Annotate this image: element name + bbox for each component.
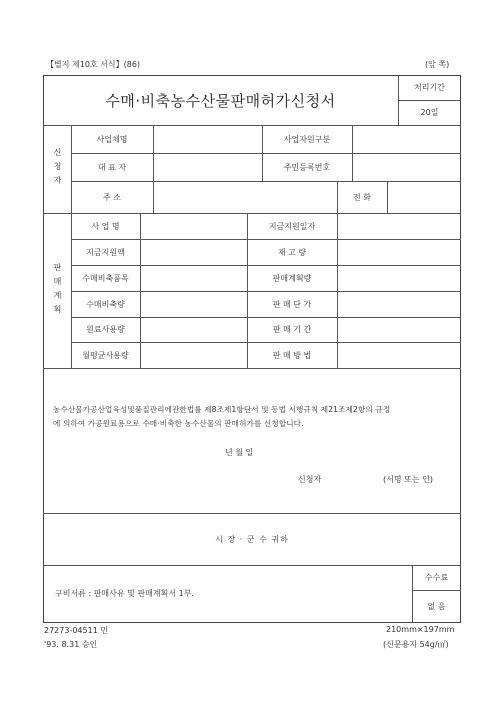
sales-right-row-1: 지금지원일자: [268, 221, 316, 231]
sales-right-row-6: 판 매 방 법: [272, 350, 312, 360]
form-title: 수매·비축농수산물판매허가신청서: [105, 91, 336, 110]
fee-value: 없 음: [427, 602, 446, 611]
applicant-section-label: [43, 125, 71, 213]
processing-period-value: 20일: [420, 108, 439, 117]
processing-period-label: 처리기간: [414, 83, 445, 92]
sales-left-row-5: 원료사용량: [86, 325, 125, 334]
required-documents: 구비서류 : 판매사유 및 판매계획서 1부.: [55, 589, 194, 598]
signature-note: (서명 또는 인): [383, 475, 433, 484]
fee-label: 수수료: [424, 573, 449, 582]
sales-right-row-5: 판 매 기 간: [272, 325, 312, 334]
form-number: 【별지 제10호 서식】(86): [46, 60, 141, 69]
sales-right-row-4: 판 매 단 가: [272, 299, 312, 309]
footer-approval-date: '93. 8.31 승인: [44, 640, 98, 649]
sales-right-row-3: 판매계획량: [272, 273, 312, 283]
phone-label: 전 화: [353, 192, 371, 202]
business-name-label: 사업체명: [96, 134, 128, 144]
page-side: (앞 쪽): [425, 60, 450, 69]
footer-paper-size: 210mm×197mm: [386, 625, 455, 634]
business-category-label: 사업자원구분: [283, 134, 331, 144]
sales-left-row-6: 월평균사용량: [82, 350, 129, 360]
declaration-line-2: 에 의하여 가공원료용으로 수매·비축한 농수산물의 판매허가를 신청합니다.: [53, 419, 304, 428]
footer-form-code: 27273-04511 민: [44, 626, 109, 635]
sales-left-row-1: 사 업 명: [91, 221, 120, 231]
sales-left-row-3: 수매비축품목: [82, 273, 129, 283]
sales-left-row-4: 수매비축량: [86, 299, 125, 309]
declaration-date: 년 월 일: [225, 448, 254, 457]
applicant-section-text: 신청자: [53, 148, 62, 190]
resident-number-label: 주민등록번호: [283, 162, 331, 172]
declaration-line-1: 농수산물가공산업육성및품질관리에관한법률 제8조제1항단서 및 동법 시행규칙 제21조제2항의 규정: [53, 405, 391, 414]
footer-paper-type: (신문용지 54g/㎡): [383, 640, 449, 649]
sales-left-row-2: 지금지원액: [86, 247, 125, 257]
recipient: 시 장 · 군 수 귀하: [215, 534, 289, 544]
declaration-applicant-label: 신청자: [298, 475, 322, 484]
sales-plan-section-label: [43, 213, 71, 368]
sales-plan-section-text: 판매계획: [53, 262, 62, 319]
sales-right-row-2: 재 고 량: [277, 247, 307, 257]
address-label: 주 소: [103, 192, 121, 202]
representative-label: 대 표 자: [97, 162, 127, 172]
